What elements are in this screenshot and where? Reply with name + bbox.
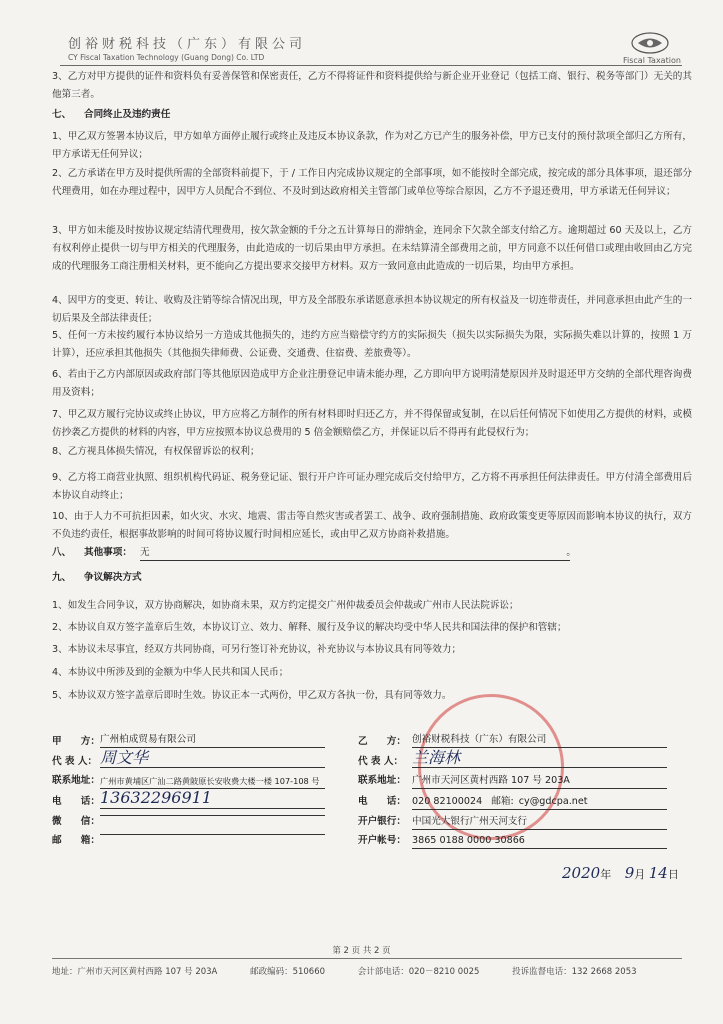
date-day-unit: 日 <box>667 868 679 881</box>
signing-date <box>562 864 679 882</box>
section-7-item-4: 4、因甲方的变更、转让、收购及注销等综合情况出现，甲方及全部股东承诺愿意承担本协议规定的所有权益及一切连带责任，并同意承担由此产生的一切后果及全部法律责任； <box>52 295 692 324</box>
section-9-item-5: 5、本协议双方签字盖章后即时生效。协议正本一式两份，甲乙双方各执一份，具有同等效力。 <box>52 690 452 701</box>
section-9-number: 九、 <box>52 572 72 583</box>
section-9-heading <box>52 570 142 586</box>
party-b-tel-label: 电 话： <box>358 796 406 807</box>
party-a-label: 甲 方： <box>52 736 100 747</box>
company-logo-icon <box>630 32 670 54</box>
section-7-item-10: 10、由于人力不可抗拒因素，如火灾、水灾、地震、雷击等自然灾害或者罢工、战争、政府强制措施、政府政策变更等原因而影响本协议的执行，双方不负违约责任，根据事故影响的时间可将协议履行时间相应延长，或由甲乙双方协商补救措施。 <box>52 511 692 540</box>
date-year-unit: 年 <box>600 868 612 881</box>
date-day: 14 <box>648 864 668 882</box>
date-month: 9 <box>624 864 635 882</box>
section-9-item-2: 2、本协议自双方签字盖章后生效，本协议订立、效力、解释、履行及争议的解决均受中华人民共和国法律的保护和管辖； <box>52 622 567 633</box>
party-b-name: 创裕财税科技（广东）有限公司 <box>412 733 667 748</box>
section-7-item-3: 3、甲方如未能及时按协议规定结清代理费用，按欠款金额的千分之五计算每日的滞纳金，连同余下欠款全部支付给乙方。逾期超过 60 天及以上，乙方有权利停止提供一切与甲方相关的代理服务，由此造成的一切后果由甲方承担。在未结算清全部费用之前，甲方同意不以任何借口或理由收回由乙方完成的代理服务工商注册相关材料，更不能向乙方提出要求交接甲方材料。双方一致同意由此造成的一切后果，均由甲方承担。 <box>52 225 692 272</box>
section-9-item-4: 4、本协议中所涉及到的金额为中华人民共和国人民币； <box>52 667 289 678</box>
party-b-email: cy@gdcpa.net <box>518 796 588 807</box>
party-a-email <box>100 834 325 835</box>
party-a-address: 广州市黄埔区广汕二路黄陂原长安收费大楼一楼 107-108 号 <box>100 774 325 789</box>
section-9-item-3: 3、本协议未尽事宜，经双方共同协商，可另行签订补充协议，补充协议与本协议具有同等效力； <box>52 644 462 655</box>
header-rule <box>60 65 682 66</box>
footer-complaint: 投诉监督电话：132 2668 2053 <box>512 967 637 977</box>
section-7-item-6: 6、若由于乙方内部原因或政府部门等其他原因造成甲方企业注册登记申请未能办理，乙方即向甲方说明清楚原因并及时退还甲方交纳的全部代理咨询费用及资料； <box>52 369 692 398</box>
party-a-wechat <box>100 815 325 816</box>
party-b-account: 3865 0188 0000 30866 <box>412 834 667 849</box>
section-7-item-7: 7、甲乙双方履行完协议或终止协议，甲方应将乙方制作的所有材料即时归还乙方，并不得保留或复制，在以后任何情况下如使用乙方提供的材料，或模仿抄袭乙方提供的材料的内容，甲方应按照本协议总费用的 5 倍金额赔偿乙方，并保证以后不得再有此侵权行为； <box>52 409 692 438</box>
date-year: 2020 <box>562 864 601 882</box>
party-a-rep-signature: 周文华 <box>100 749 325 768</box>
party-a-email-label: 邮 箱： <box>52 835 100 846</box>
footer-rule <box>52 958 682 959</box>
party-b-email-label: 邮箱: <box>491 796 514 807</box>
party-a-wechat-label: 微 信： <box>52 816 100 827</box>
party-a-phone: 13632296911 <box>100 788 325 809</box>
party-b-rep-label: 代 表 人： <box>358 756 404 767</box>
section-7-title: 合同终止及违约责任 <box>84 109 171 120</box>
section-7-item-9: 9、乙方将工商营业执照、组织机构代码证、税务登记证、银行开户许可证办理完成后交付给甲方，乙方将不再承担任何法律责任。甲方付清全部费用后本协议自动终止； <box>52 472 692 501</box>
footer-info <box>52 965 637 977</box>
section-9-item-1: 1、如发生合同争议，双方协商解决，如协商未果，双方约定提交广州仲裁委员会仲裁或广州市人民法院诉讼； <box>52 600 519 611</box>
other-matters-field <box>140 546 576 561</box>
page-number: 第 2 页 共 2 页 <box>332 946 391 956</box>
section-7-item-5: 5、任何一方未按约履行本协议给另一方造成其他损失的，违约方应当赔偿守约方的实际损失（损失以实际损失为限，实际损失难以计算的，按照 1 万计算），还应承担其他损失（其他损失律师费、公证费、交通费、住宿费、差旅费等）。 <box>52 330 692 359</box>
party-b-label: 乙 方： <box>358 736 406 747</box>
party-b-rep-signature: 兰海林 <box>412 749 667 768</box>
footer-phone: 会计部电话：020－8210 0025 <box>357 967 480 977</box>
section-7-item-2: 2、乙方承诺在甲方及时提供所需的全部资料前提下，于 / 工作日内完成协议规定的全部事项，如不能按时全部完成，按完成的部分具体事项，退还部分代理费用，如在办理过程中，因甲方人员配合不到位、不及时到达政府相关主管部门或单位等综合原因，乙方不予退还费用，甲方承诺无任何异议； <box>52 168 692 197</box>
party-b-phone: 020 82100024 <box>412 796 483 807</box>
party-a-rep-label: 代 表 人： <box>52 756 98 767</box>
party-b-address: 广州市天河区黄村西路 107 号 203A <box>412 774 667 789</box>
party-b-addr-label: 联系地址： <box>358 775 406 786</box>
party-b-account-label: 开户帐号： <box>358 835 406 846</box>
section-8-number: 八、 <box>52 547 72 558</box>
section-7-item-8: 8、乙方视具体损失情况，有权保留诉讼的权利； <box>52 446 260 457</box>
section-8-heading <box>52 545 132 561</box>
party-a-addr-label: 联系地址： <box>52 775 100 786</box>
section-9-title: 争议解决方式 <box>84 572 142 583</box>
section-8-title: 其他事项： <box>84 547 132 558</box>
footer-postcode: 邮政编码：510660 <box>250 967 326 977</box>
footer-address: 地址：广州市天河区黄村西路 107 号 203A <box>52 967 218 977</box>
section-7-heading <box>52 107 170 123</box>
party-b-bank-label: 开户银行： <box>358 816 406 827</box>
company-name-cn: 创裕财税科技（广东）有限公司 <box>68 37 307 52</box>
other-matters-value: 无 <box>140 547 150 558</box>
logo-caption: Fiscal Taxation <box>623 56 681 65</box>
section-7-number: 七、 <box>52 109 72 120</box>
party-b-contact <box>412 795 667 810</box>
party-a-tel-label: 电 话： <box>52 796 100 807</box>
section-7-item-1: 1、甲乙双方签署本协议后，甲方如单方面停止履行或终止及违反本协议条款，作为对乙方已产生的服务补偿，甲方已支付的预付款项全部归乙方所有，甲方承诺无任何异议； <box>52 131 692 160</box>
party-b-bank: 中国光大银行广州天河支行 <box>412 815 667 830</box>
other-matters-end: 。 <box>566 547 576 558</box>
party-a-name: 广州柏成贸易有限公司 <box>100 733 325 748</box>
clause-6-3: 3、乙方对甲方提供的证件和资料负有妥善保管和保密责任，乙方不得将证件和资料提供给与新企业开业登记（包括工商、银行、税务等部门）无关的其他第三者。 <box>52 71 692 100</box>
date-month-unit: 月 <box>634 868 646 881</box>
company-name-en: CY Fiscal Taxation Technology (Guang Dong) Co. LTD <box>68 53 265 62</box>
